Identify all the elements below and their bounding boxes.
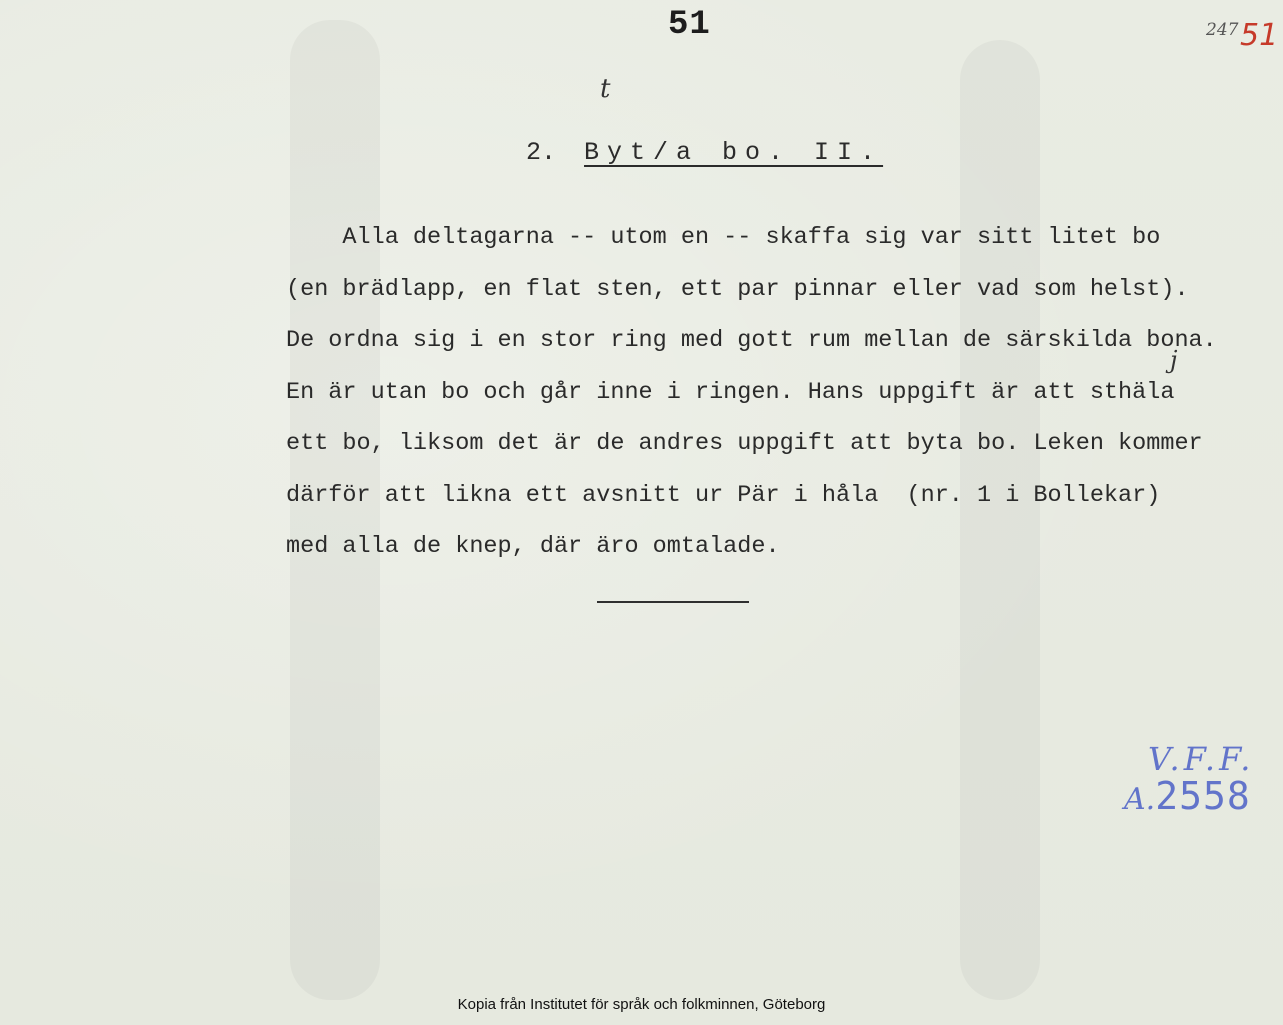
body-line: därför att likna ett avsnitt ur Pär i håla (nr. 1 i Bollekar) bbox=[286, 481, 1161, 509]
body-line: En är utan bo och går inne i ringen. Hans uppgift är att sthäla bbox=[286, 378, 1175, 406]
section-end-rule bbox=[597, 601, 749, 603]
archive-number-handwritten: 247 bbox=[1206, 20, 1239, 40]
stamp-institution: V.F.F. bbox=[1148, 740, 1255, 778]
body-line: med alla de knep, där äro omtalade. bbox=[286, 533, 780, 560]
body-line: ett bo, liksom det är de andres uppgift att byta bo. Leken kommer bbox=[286, 430, 1203, 457]
stamp-prefix: A. bbox=[1124, 782, 1156, 817]
archive-stamp bbox=[1118, 740, 1278, 830]
body-line: (en brädlapp, en flat sten, ett par pinnar eller vad som helst). bbox=[286, 275, 1189, 303]
stamp-accession bbox=[1124, 774, 1251, 818]
footer-credit: Kopia från Institutet för språk och folkminnen, Göteborg bbox=[457, 996, 826, 1013]
heading-number: 2. bbox=[526, 138, 557, 167]
handwritten-correction: j bbox=[1170, 346, 1178, 374]
archive-number-red: 51 bbox=[1240, 18, 1279, 53]
body-line: De ordna sig i en stor ring med gott rum mellan de särskilda bona. bbox=[286, 327, 1217, 354]
heading-title: Byt/a bo. II. bbox=[584, 138, 884, 167]
heading-correction: t bbox=[600, 74, 611, 104]
page-number: 51 bbox=[668, 6, 711, 44]
body-line: Alla deltagarna -- utom en -- skaffa sig var sitt litet bo bbox=[286, 224, 1161, 251]
section-heading bbox=[466, 109, 883, 196]
body-paragraph bbox=[286, 212, 1276, 573]
stamp-number: 2558 bbox=[1155, 774, 1251, 818]
